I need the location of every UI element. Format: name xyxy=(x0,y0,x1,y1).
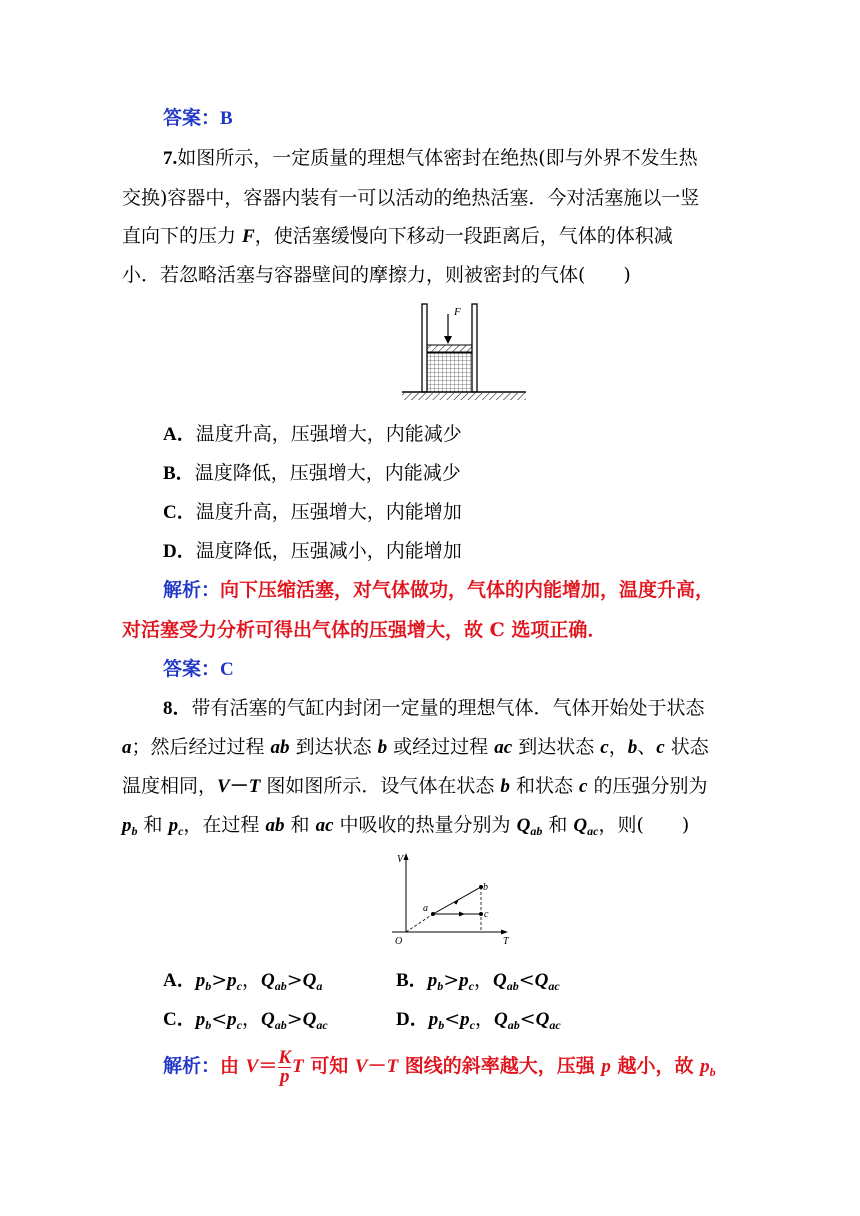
q7-analysis-line-2: 对活塞受力分析可得出气体的压强增大，故 C 选项正确． xyxy=(122,619,607,641)
q7-answer xyxy=(163,657,234,682)
option-letter: B． xyxy=(163,463,195,484)
q7-line-1 xyxy=(163,146,698,171)
left-wall xyxy=(422,304,427,392)
q7-option-b[interactable] xyxy=(163,461,461,486)
q8-option-a[interactable]: A．$p_b>p_c$，$Q_{ab}>Q_a$ xyxy=(163,969,323,993)
force-variable: F xyxy=(242,226,255,247)
t-axis-label: T xyxy=(503,936,509,947)
option-letter: D． xyxy=(163,541,196,562)
q8-analysis-line-1: 解析：由 V＝ $\frac{K}{p}$ T 可知 V－T 图线的斜率越大，压强 p 越小，故 $p_b$ xyxy=(163,1046,716,1087)
piston-container-figure xyxy=(398,300,530,408)
answer-label: 答案： xyxy=(163,658,221,680)
q6-answer xyxy=(163,106,233,131)
v-axis-arrow-icon xyxy=(404,853,409,860)
state-a-point xyxy=(431,912,435,916)
q8-option-c[interactable]: C．$p_b<p_c$，$Q_{ab}>Q_{ac}$ xyxy=(163,1008,328,1032)
v-axis-label: V xyxy=(397,854,404,865)
force-label: F xyxy=(454,306,461,318)
piston xyxy=(427,345,472,353)
analysis-text: 向下压缩活塞，对气体做功，气体的内能增加，温度升高， xyxy=(220,579,715,601)
q8-text-1: 带有活塞的气缸内封闭一定量的理想气体．气体开始处于状态 xyxy=(191,697,705,719)
analysis-label: 解析： xyxy=(163,1055,221,1077)
state-b-label: b xyxy=(483,882,488,893)
q8-line-4: $p_b$ 和 $p_c$，在过程 ab 和 ac 中吸收的热量分别为 $Q_{ab}$ 和 $Q_{ac}$，则( ) xyxy=(122,814,690,838)
q8-option-b[interactable]: B．$p_b>p_c$，$Q_{ab}<Q_{ac}$ xyxy=(396,969,560,993)
q7-text-3a: 直向下的压力 xyxy=(122,225,243,247)
q7-option-a[interactable] xyxy=(163,422,462,447)
option-text: 温度升高，压强增大，内能减少 xyxy=(195,423,462,445)
question-number: 7. xyxy=(163,148,178,169)
option-text: 温度升高，压强增大，内能增加 xyxy=(195,501,462,523)
question-number: 8． xyxy=(163,698,192,719)
fraction-k-over-p: $\frac{K}{p}$ xyxy=(278,1046,292,1087)
option-letter: A． xyxy=(163,424,196,445)
q8-line-1 xyxy=(163,696,705,721)
v-t-graph xyxy=(388,848,518,948)
answer-value: C xyxy=(220,659,234,680)
option-text: 温度降低，压强减小，内能增加 xyxy=(195,540,462,562)
state-c-point xyxy=(479,912,483,916)
t-axis-arrow-icon xyxy=(501,930,508,935)
force-arrow-icon xyxy=(444,336,452,344)
option-text: 温度降低，压强增大，内能减少 xyxy=(194,462,461,484)
q8-option-d[interactable]: D．$p_b<p_c$，$Q_{ab}<Q_{ac}$ xyxy=(396,1008,561,1032)
q8-line-3: 温度相同，V－T 图如图所示．设气体在状态 b 和状态 c 的压强分别为 xyxy=(122,775,708,797)
option-letter: C． xyxy=(163,502,196,523)
q7-line-2: 交换)容器中，容器内装有一可以活动的绝热活塞．今对活塞施以一竖 xyxy=(122,187,700,209)
answer-label: 答案： xyxy=(163,107,221,129)
state-c-label: c xyxy=(484,909,489,920)
right-wall xyxy=(472,304,477,392)
q7-line-4: 小．若忽略活塞与容器壁间的摩擦力，则被密封的气体( ) xyxy=(122,264,631,286)
q7-analysis-line-1 xyxy=(163,578,714,602)
state-a-label: a xyxy=(423,903,428,914)
q7-line-3 xyxy=(122,224,673,249)
ground xyxy=(402,393,526,400)
process-ab xyxy=(433,887,481,914)
q7-option-d[interactable] xyxy=(163,539,462,564)
origin-label: O xyxy=(395,936,403,947)
gas-region xyxy=(427,352,472,392)
q7-text-3b: ，使活塞缓慢向下移动一段距离后，气体的体积减 xyxy=(254,225,673,247)
q8-line-2: a；然后经过过程 ab 到达状态 b 或经过过程 ac 到达状态 c，b、c 状态 xyxy=(122,736,709,758)
answer-value: B xyxy=(220,108,233,129)
q7-option-c[interactable] xyxy=(163,500,462,525)
arrow-ac-icon xyxy=(459,912,465,917)
q7-text-1: 如图所示，一定质量的理想气体密封在绝热(即与外界不发生热 xyxy=(177,147,698,169)
analysis-label: 解析： xyxy=(163,579,221,601)
